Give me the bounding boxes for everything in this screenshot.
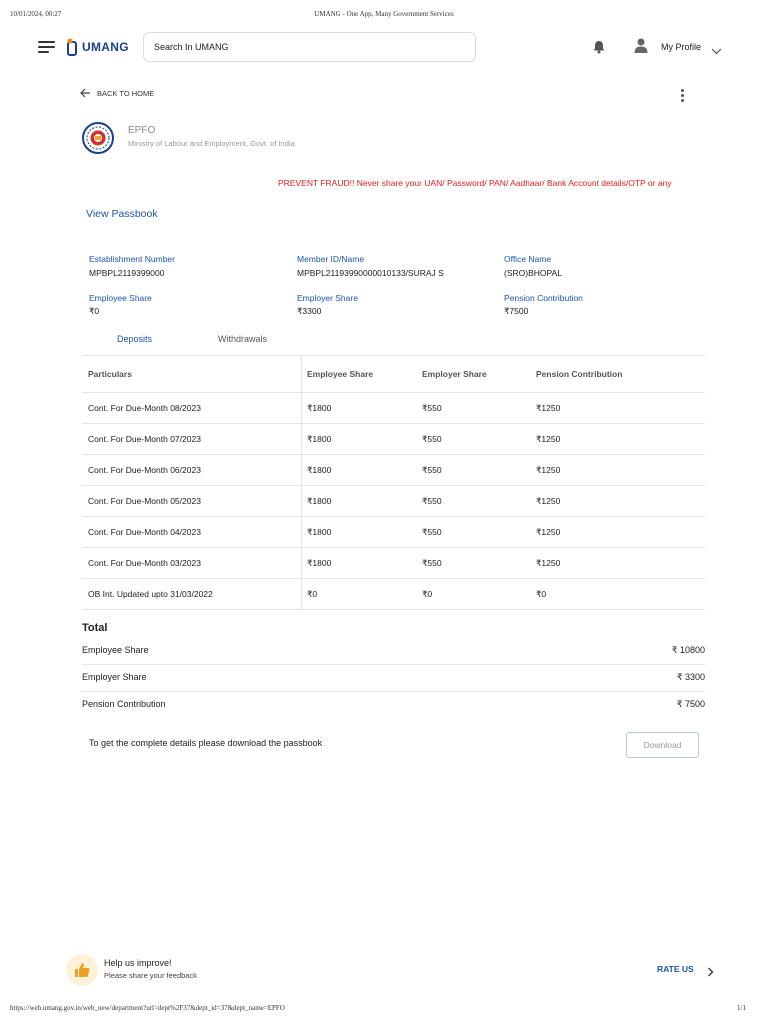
row-employer-share: ₹550: [422, 402, 442, 413]
back-to-home-link[interactable]: [80, 88, 154, 98]
row-particulars: Cont. For Due-Month 08/2023: [88, 403, 201, 413]
employer-share-label: Employer Share: [297, 293, 358, 303]
logo-text: UMANG: [82, 40, 129, 54]
establishment-label: Establishment Number: [89, 254, 175, 264]
search-input[interactable]: Search In UMANG: [143, 32, 476, 62]
table-row: [82, 486, 705, 517]
help-title: Help us improve!: [104, 958, 172, 968]
member-value: MPBPL21193990000010133/SURAJ S: [297, 268, 444, 278]
total-pension-row: [82, 692, 705, 719]
back-label: BACK TO HOME: [97, 88, 155, 98]
total-employer-value: ₹ 3300: [676, 672, 705, 682]
header-particulars: Particulars: [88, 369, 132, 379]
table-row: [82, 517, 705, 548]
row-employee-share: ₹1800: [307, 402, 332, 413]
row-employer-share: ₹550: [422, 526, 442, 537]
row-particulars: Cont. For Due-Month 07/2023: [88, 434, 201, 444]
table-row: [82, 393, 705, 424]
print-page-number: 1/1: [737, 1004, 746, 1012]
row-particulars: OB Int. Updated upto 31/03/2022: [88, 589, 213, 599]
row-pension: ₹1250: [536, 557, 561, 568]
row-pension: ₹1250: [536, 464, 561, 475]
table-row: [82, 548, 705, 579]
download-hint: To get the complete details please download the passbook: [89, 738, 323, 748]
office-label: Office Name: [504, 254, 552, 264]
row-employee-share: ₹0: [307, 588, 318, 599]
row-employer-share: ₹550: [422, 557, 442, 568]
total-employee-label: Employee Share: [82, 645, 149, 655]
view-passbook-title: View Passbook: [86, 208, 158, 220]
umang-logo[interactable]: [66, 38, 129, 56]
row-pension: ₹1250: [536, 526, 561, 537]
total-employer-row: [82, 665, 705, 692]
employee-share-value: ₹0: [89, 306, 100, 316]
office-value: (SRO)BHOPAL: [504, 268, 562, 278]
row-employee-share: ₹1800: [307, 433, 332, 444]
epfo-emblem-icon: [82, 122, 114, 154]
row-employer-share: ₹550: [422, 464, 442, 475]
print-title: UMANG - One App, Many Government Services: [314, 10, 454, 18]
row-pension: ₹1250: [536, 402, 561, 413]
total-employee-value: ₹ 10800: [671, 645, 705, 655]
table-row: [82, 424, 705, 455]
fraud-warning: PREVENT FRAUD!! Never share your UAN/ Password/ PAN/ Aadhaar/ Bank Account details/OTP or any: [278, 178, 672, 188]
member-label: Member ID/Name: [297, 254, 365, 264]
print-url: https://web.umang.gov.in/web_new/department?url=dept%2F37&dept_id=37&dept_name=EPFO: [10, 1004, 285, 1012]
department-name: EPFO: [128, 125, 156, 136]
header-pension: Pension Contribution: [536, 369, 623, 379]
umang-logo-icon: [66, 38, 78, 56]
total-title: Total: [82, 622, 108, 634]
print-datetime: 10/01/2024, 00:27: [10, 10, 62, 18]
tab-withdrawals[interactable]: Withdrawals: [218, 334, 268, 344]
table-header-row: [82, 356, 705, 393]
row-employee-share: ₹1800: [307, 495, 332, 506]
row-employer-share: ₹0: [422, 588, 433, 599]
total-pension-value: ₹ 7500: [676, 699, 705, 709]
table-row: [82, 579, 705, 610]
hamburger-icon[interactable]: [38, 41, 55, 53]
chevron-down-icon[interactable]: [711, 42, 722, 60]
thumbs-up-icon[interactable]: [66, 954, 98, 986]
chevron-right-icon[interactable]: [707, 964, 714, 982]
total-pension-label: Pension Contribution: [82, 699, 166, 709]
row-employee-share: ₹1800: [307, 526, 332, 537]
rate-us-link[interactable]: RATE US: [657, 964, 694, 974]
kebab-icon[interactable]: [680, 89, 686, 103]
employer-share-value: ₹3300: [297, 306, 322, 316]
bell-icon[interactable]: [592, 40, 606, 59]
row-employer-share: ₹550: [422, 495, 442, 506]
top-bar: [0, 32, 768, 64]
row-particulars: Cont. For Due-Month 06/2023: [88, 465, 201, 475]
header-employer-share: Employer Share: [422, 369, 487, 379]
header-employee-share: Employee Share: [307, 369, 374, 379]
row-particulars: Cont. For Due-Month 03/2023: [88, 558, 201, 568]
row-employee-share: ₹1800: [307, 464, 332, 475]
arrow-left-icon: [80, 88, 91, 98]
row-pension: ₹1250: [536, 433, 561, 444]
row-pension: ₹1250: [536, 495, 561, 506]
employee-share-label: Employee Share: [89, 293, 152, 303]
table-row: [82, 455, 705, 486]
row-employer-share: ₹550: [422, 433, 442, 444]
pension-label: Pension Contribution: [504, 293, 583, 303]
passbook-table: [82, 355, 705, 610]
establishment-value: MPBPL2119399000: [89, 268, 165, 278]
tab-deposits[interactable]: Deposits: [117, 334, 153, 344]
pension-value: ₹7500: [504, 306, 529, 316]
table-divider: [301, 355, 302, 609]
row-pension: ₹0: [536, 588, 547, 599]
row-particulars: Cont. For Due-Month 04/2023: [88, 527, 201, 537]
download-button[interactable]: Download: [626, 732, 699, 758]
profile-label[interactable]: My Profile: [661, 42, 702, 52]
help-subtitle: Please share your feedback: [104, 971, 197, 980]
department-ministry: Ministry of Labour and Employment, Govt. of India: [128, 139, 295, 148]
total-employer-label: Employer Share: [82, 672, 147, 682]
user-icon[interactable]: [634, 38, 648, 59]
row-particulars: Cont. For Due-Month 05/2023: [88, 496, 201, 506]
row-employee-share: ₹1800: [307, 557, 332, 568]
total-employee-row: [82, 638, 705, 665]
